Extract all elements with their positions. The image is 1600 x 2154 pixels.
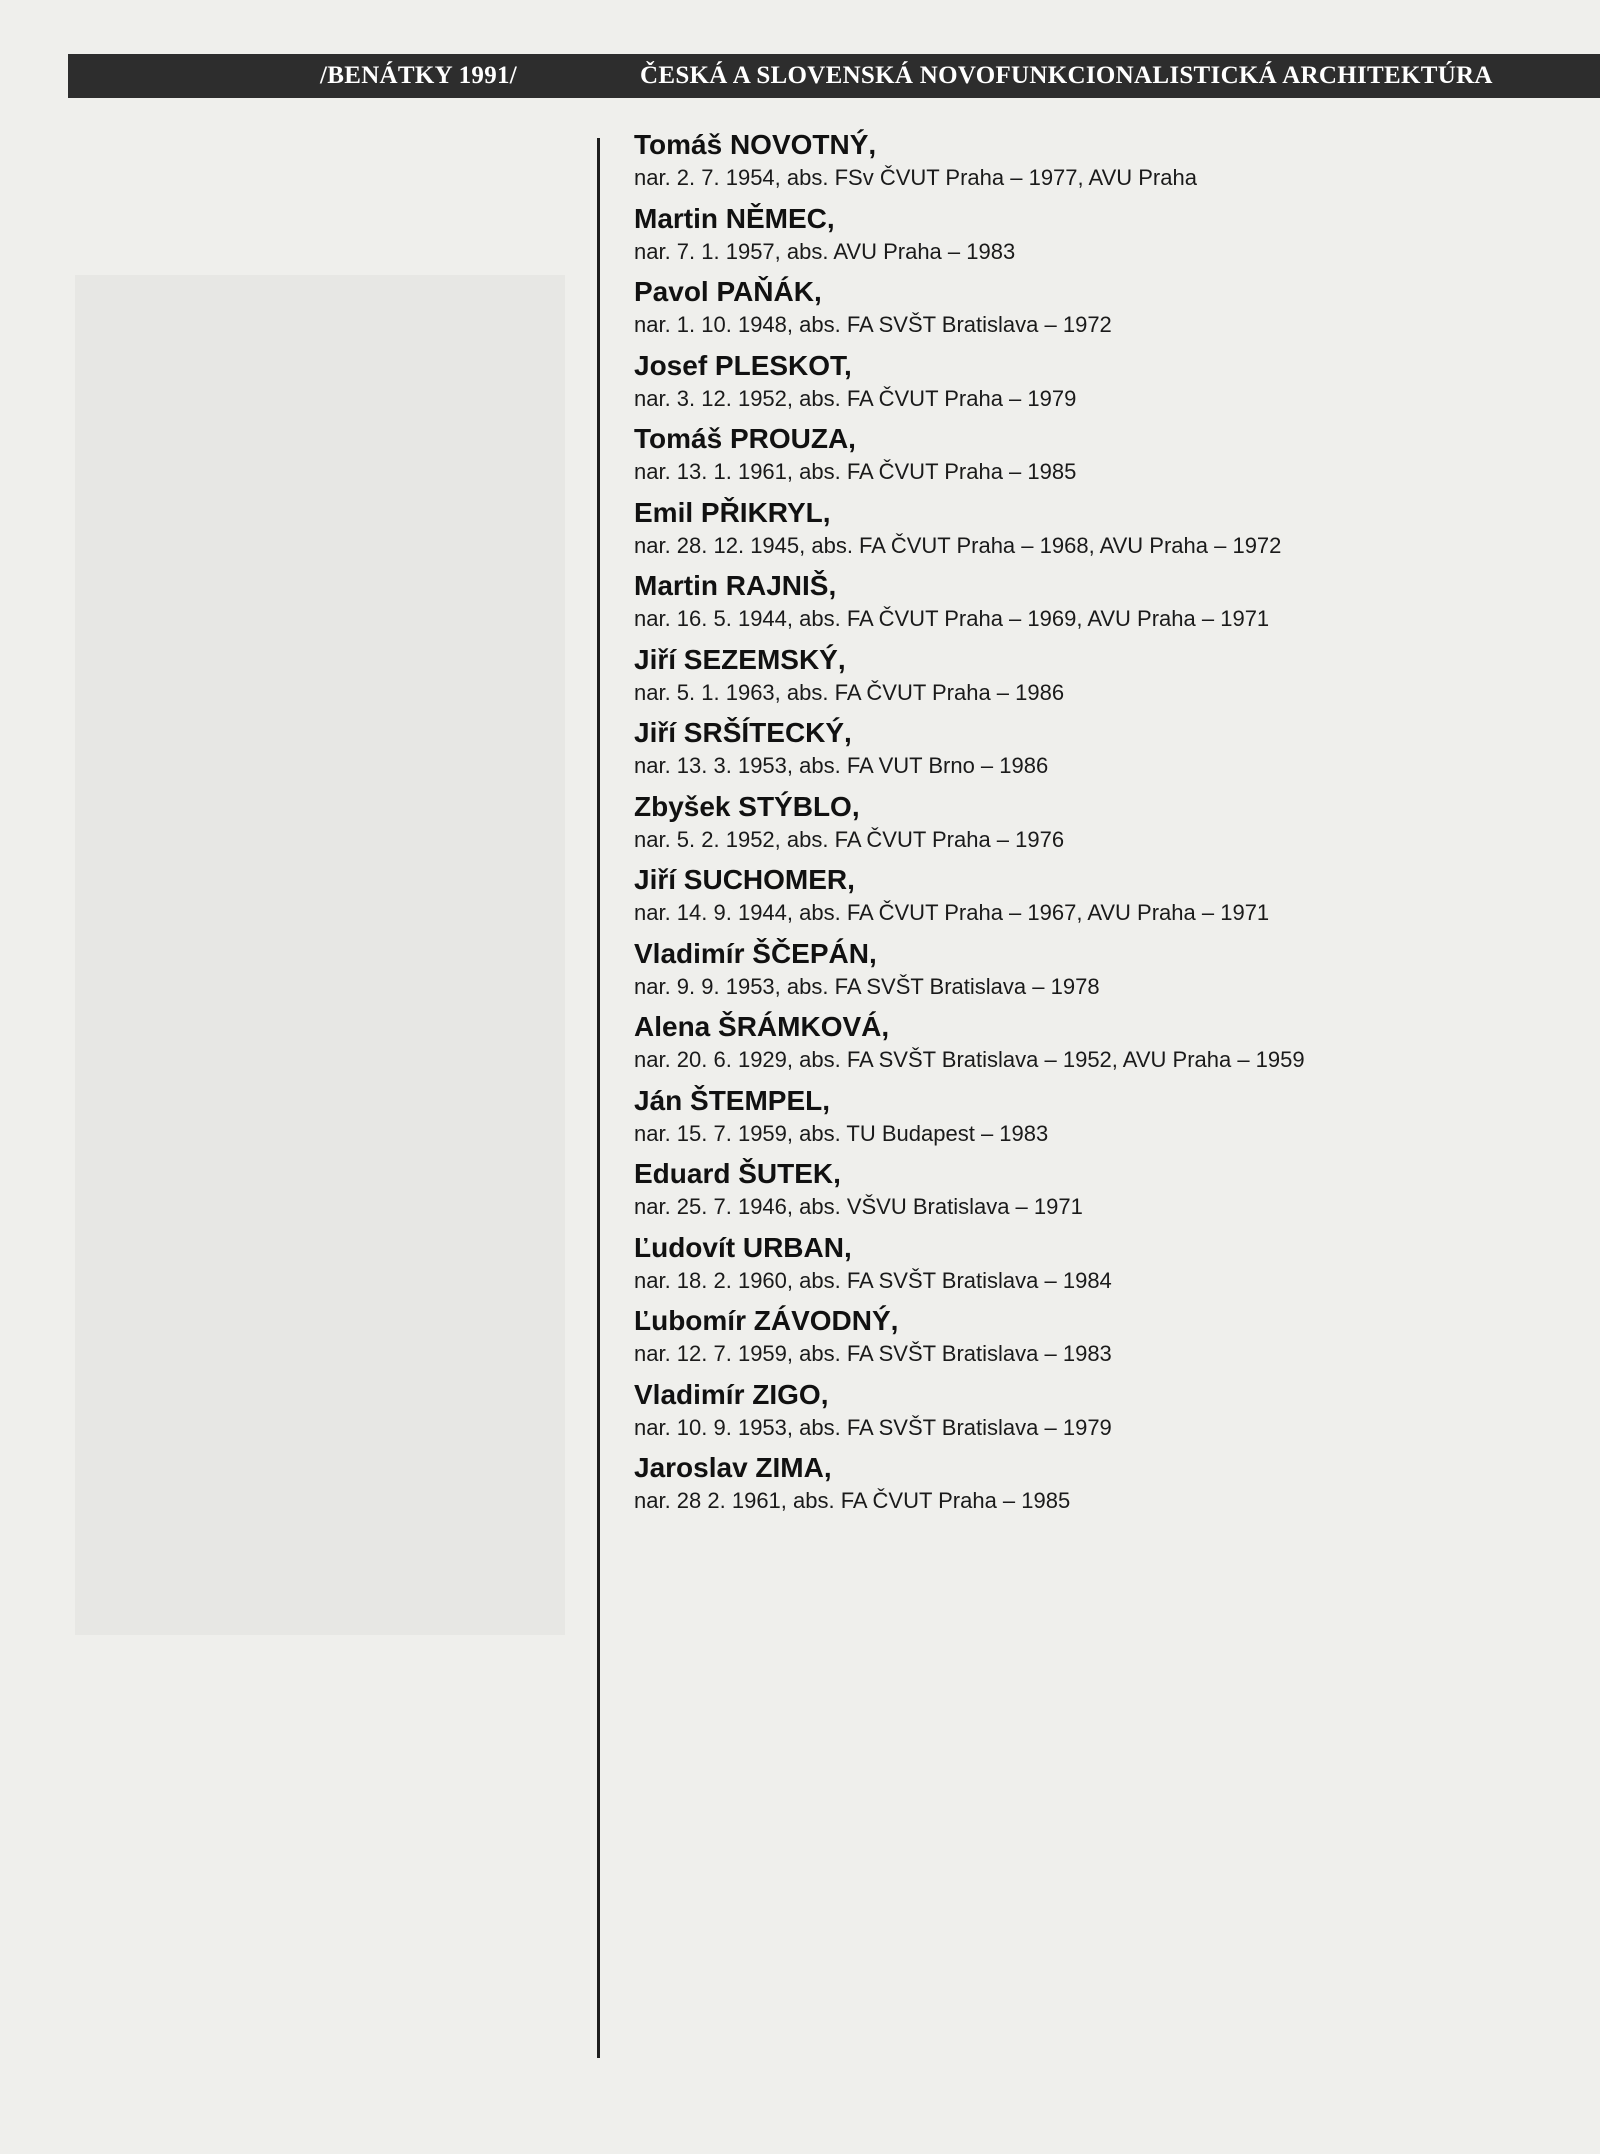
architect-bio: nar. 1. 10. 1948, abs. FA SVŠT Bratislava – 1972 [634,312,1112,337]
architect-entry [634,1304,1534,1378]
architect-name: Zbyšek STÝBLO, [634,790,860,822]
architect-entry [634,128,1534,202]
architect-name: Jiří SUCHOMER, [634,864,855,895]
architect-name: Vladimír ŠČEPÁN, [634,937,877,969]
architect-entry [634,1378,1534,1452]
architect-name: Ján ŠTEMPEL, [634,1084,831,1116]
architect-name: Tomáš NOVOTNÝ, [634,129,877,160]
architect-name: Ľubomír ZÁVODNÝ, [634,1305,899,1336]
architect-bio: nar. 16. 5. 1944, abs. FA ČVUT Praha – 1969, AVU Praha – 1971 [634,606,1270,631]
architect-bio: nar. 13. 3. 1953, abs. FA VUT Brno – 1986 [634,753,1049,778]
architect-name: Alena ŠRÁMKOVÁ, [634,1011,890,1042]
architect-list [634,128,1534,1525]
architect-name: Josef PLESKOT, [634,349,852,381]
header-band [68,54,1600,98]
architect-name: Jiří SRŠÍTECKÝ, [634,717,852,748]
architect-entry [634,1231,1534,1305]
architect-entry [634,863,1534,937]
architect-bio: nar. 15. 7. 1959, abs. TU Budapest – 1983 [634,1120,1049,1146]
architect-name: Ľudovít URBAN, [634,1231,852,1263]
architect-entry [634,496,1534,570]
architect-entry [634,716,1534,790]
architect-bio: nar. 18. 2. 1960, abs. FA SVŠT Bratislava – 1984 [634,1267,1112,1293]
architect-name: Emil PŘIKRYL, [634,496,831,528]
architect-name: Vladimír ZIGO, [634,1378,829,1410]
architect-entry [634,1451,1534,1525]
architect-entry [634,202,1534,276]
architect-entry [634,1084,1534,1158]
architect-entry [634,1157,1534,1231]
header-right-title: ČESKÁ A SLOVENSKÁ NOVOFUNKCIONALISTICKÁ ARCHITEKTÚRA [640,62,1493,89]
architect-name: Tomáš PROUZA, [634,423,856,454]
architect-bio: nar. 25. 7. 1946, abs. VŠVU Bratislava – 1971 [634,1194,1083,1219]
architect-name: Jaroslav ZIMA, [634,1452,832,1483]
architect-name: Martin RAJNIŠ, [634,570,837,601]
architect-entry [634,790,1534,864]
architect-bio: nar. 20. 6. 1929, abs. FA SVŠT Bratislava – 1952, AVU Praha – 1959 [634,1047,1305,1072]
architect-bio: nar. 2. 7. 1954, abs. FSv ČVUT Praha – 1977, AVU Praha [634,165,1197,190]
show-through-area [75,275,565,1635]
architect-bio: nar. 28. 12. 1945, abs. FA ČVUT Praha – 1968, AVU Praha – 1972 [634,532,1282,558]
architect-entry [634,349,1534,423]
architect-entry [634,275,1534,349]
architect-bio: nar. 12. 7. 1959, abs. FA SVŠT Bratislava – 1983 [634,1341,1112,1366]
architect-bio: nar. 7. 1. 1957, abs. AVU Praha – 1983 [634,238,1016,264]
architect-bio: nar. 14. 9. 1944, abs. FA ČVUT Praha – 1967, AVU Praha – 1971 [634,900,1270,925]
architect-name: Martin NĚMEC, [634,202,835,234]
vertical-divider [597,138,600,2058]
architect-bio: nar. 28 2. 1961, abs. FA ČVUT Praha – 1985 [634,1488,1071,1513]
architect-bio: nar. 5. 1. 1963, abs. FA ČVUT Praha – 1986 [634,679,1065,705]
architect-entry [634,937,1534,1011]
architect-entry [634,643,1534,717]
architect-bio: nar. 9. 9. 1953, abs. FA SVŠT Bratislava – 1978 [634,973,1100,999]
architect-name: Pavol PAŇÁK, [634,276,822,307]
architect-entry [634,422,1534,496]
architect-bio: nar. 3. 12. 1952, abs. FA ČVUT Praha – 1979 [634,385,1077,411]
architect-bio: nar. 10. 9. 1953, abs. FA SVŠT Bratislava – 1979 [634,1414,1112,1440]
architect-bio: nar. 13. 1. 1961, abs. FA ČVUT Praha – 1985 [634,459,1077,484]
architect-entry [634,1010,1534,1084]
header-left-title: /BENÁTKY 1991/ [320,62,518,89]
architect-name: Jiří SEZEMSKÝ, [634,643,846,675]
architect-name: Eduard ŠUTEK, [634,1158,841,1189]
architect-entry [634,569,1534,643]
architect-bio: nar. 5. 2. 1952, abs. FA ČVUT Praha – 1976 [634,826,1065,852]
